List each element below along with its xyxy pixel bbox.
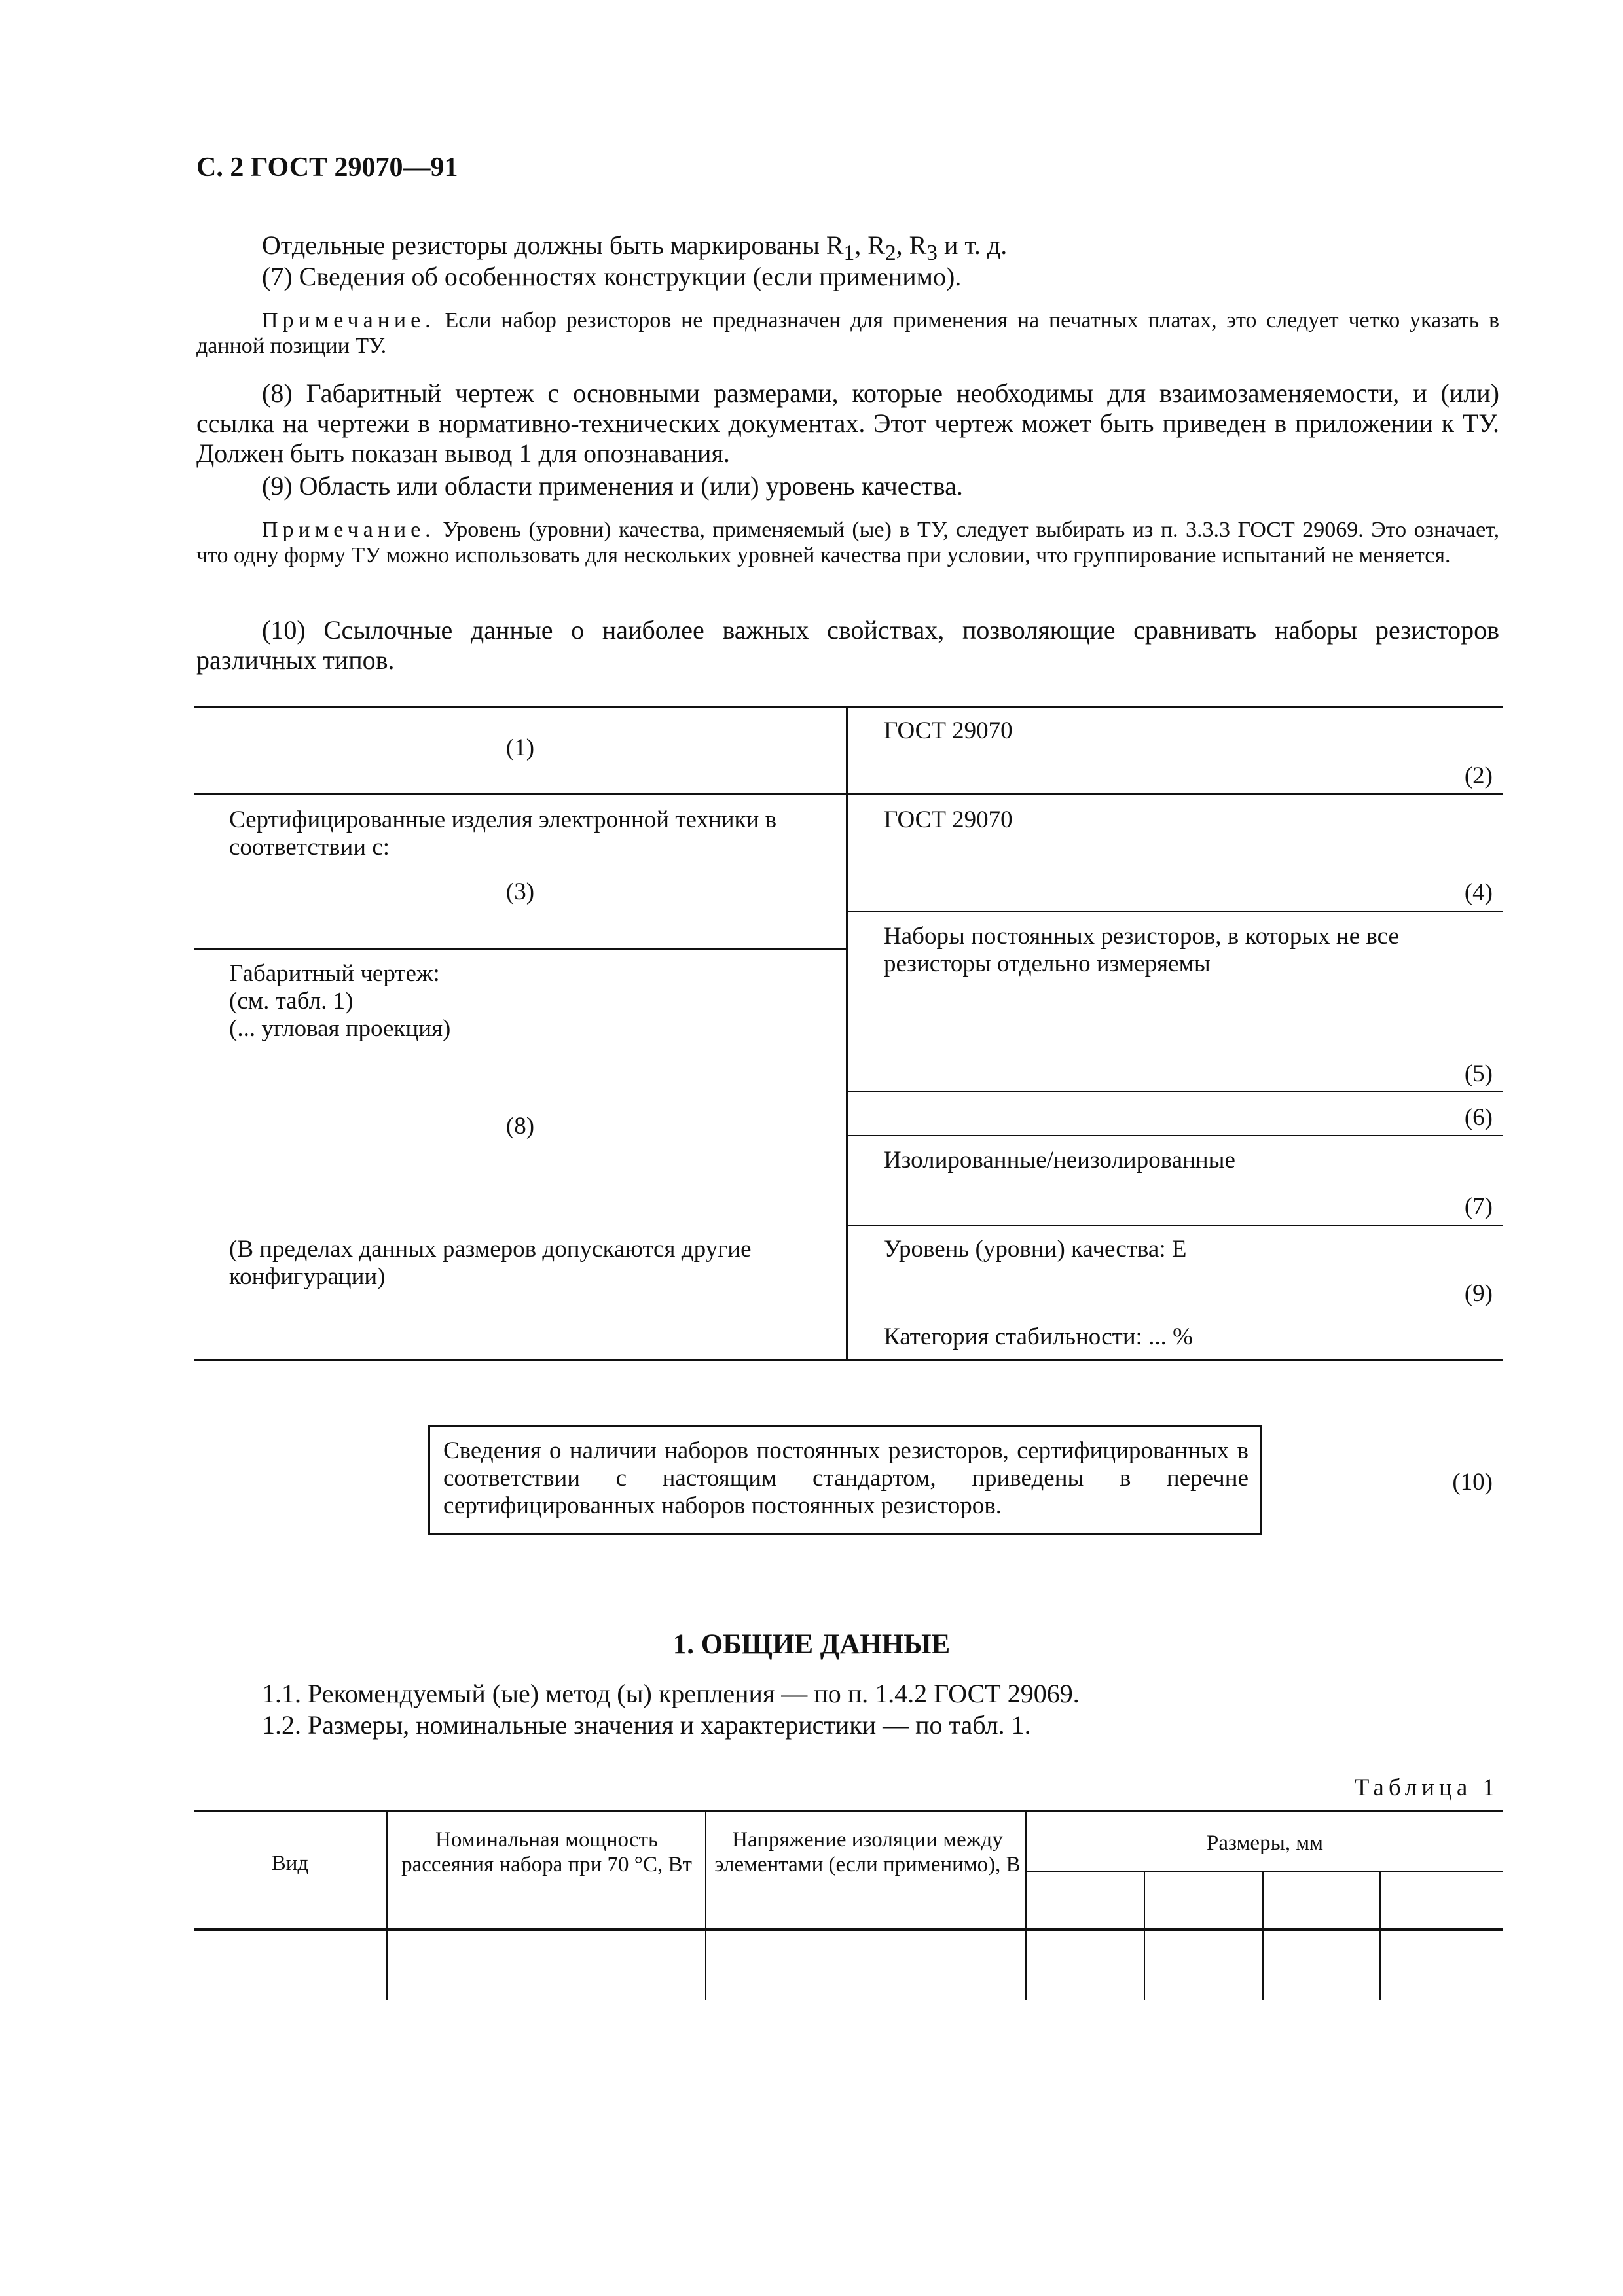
form-cert-label: Сертифицированные изделия электронной техники в соответствии с: [229,806,777,861]
note-1-text: Если набор резисторов не предназначен для применения на печатных платах, это следует четко указать в данной позиции ТУ. [196,308,1499,358]
form-config-note: (В пределах данных размеров допускаются другие конфигурации) [229,1236,752,1290]
subscript-3: 3 [926,241,938,265]
form-field-9: (9) [1464,1280,1493,1307]
note-1 [196,308,1499,359]
certification-text: Сведения о наличии наборов постоянных резисторов, сертифицированных в соответствии с настоящим стандартом, приведены в перечне сертифицированных наборов постоянных резисторов. [443,1437,1249,1519]
form-sets-description: Наборы постоянных резисторов, в которых не все резисторы отдельно измеряемы [884,923,1399,977]
form-bottom-rule [194,1359,1503,1361]
form-center-divider [846,706,848,1361]
table-header-dimensions: Размеры, мм [1206,1831,1324,1855]
form-left-rule-2 [194,948,847,950]
note-label: Примечание. [262,518,435,542]
form-drawing-ref: (см. табл. 1) [229,988,354,1014]
table-header-vid: Вид [271,1852,309,1875]
form-drawing-title: Габаритный чертеж: [229,960,440,987]
subscript-1: 1 [843,241,855,265]
form-field-5: (5) [1464,1060,1493,1087]
table-col-divider-5 [1262,1871,1264,2000]
page-header: С. 2 ГОСТ 29070—91 [196,152,458,183]
form-right-rule-1 [847,793,1503,795]
section-heading: 1. ОБЩИЕ ДАННЫЕ [672,1629,951,1660]
form-right-rule-2 [847,911,1503,912]
form-left-rule-1 [194,793,847,795]
form-field-1: (1) [505,734,535,761]
form-field-3: (3) [505,878,535,905]
form-drawing-projection: (... угловая проекция) [229,1015,451,1042]
table-col-divider-2 [705,1810,706,2000]
section-item-1-1: 1.1. Рекомендуемый (ые) метод (ы) крепления — по п. 1.4.2 ГОСТ 29069. [262,1679,1080,1708]
table-dims-subrule [1027,1871,1503,1872]
table-col-divider-1 [386,1810,388,2000]
paragraph-9: (9) Область или области применения и (или) уровень качества. [262,471,963,501]
paragraph-8: (8) Габаритный чертеж с основными размерами, которые необходимы для взаимозаменяемости, и (или) ссылка на чертежи в нормативно-технических документах. Этот чертеж может быть приведен в приложении к ТУ. Должен быть показан вывод 1 для опознавания. [196,378,1499,468]
paragraph-marking: Отдельные резисторы должны быть маркированы $R_1$, $R_2$, $R_3$ и т. д. [262,230,1008,265]
form-right-rule-4 [847,1135,1503,1136]
form-top-rule [194,706,1503,708]
table-top-rule [194,1810,1503,1812]
marking-end: и т. д. [937,230,1008,260]
form-quality-level: Уровень (уровни) качества: Е [884,1236,1187,1263]
section-item-1-2: 1.2. Размеры, номинальные значения и характеристики — по табл. 1. [262,1710,1031,1740]
table-col-divider-6 [1379,1871,1381,2000]
table-header-rule [194,1928,1503,1931]
certification-box [428,1425,1262,1535]
form-field-6: (6) [1464,1104,1493,1131]
form-field-4: (4) [1464,879,1493,906]
form-field-8: (8) [505,1113,535,1139]
form-stability-category: Категория стабильности: ... % [884,1323,1193,1350]
table-col-divider-4 [1144,1871,1145,2000]
form-right-rule-3 [847,1091,1503,1092]
subscript-2: 2 [884,241,896,265]
form-field-2: (2) [1464,762,1493,789]
paragraph-7: (7) Сведения об особенностях конструкции (если применимо). [262,262,962,291]
form-field-7: (7) [1464,1193,1493,1220]
form-isolation: Изолированные/неизолированные [884,1147,1235,1174]
table-caption: Таблица 1 [1354,1774,1499,1801]
table-header-voltage: Напряжение изоляции между элементами (если применимо), В [714,1828,1021,1876]
paragraph-10: (10) Ссылочные данные о наиболее важных свойствах, позволяющие сравнивать наборы резисторов различных типов. [196,615,1499,675]
form-gost-1: ГОСТ 29070 [884,717,1013,744]
form-right-rule-5 [847,1225,1503,1226]
marking-text: Отдельные резисторы должны быть маркированы R [262,230,844,260]
note-label: Примечание. [262,308,435,332]
note-2 [196,517,1499,568]
note-2-text: Уровень (уровни) качества, применяемый (ые) в ТУ, следует выбирать из п. 3.3.3 ГОСТ 29069. Это означает, что одну форму ТУ можно использовать для нескольких уровней качества при условии, что группирование испытаний не меняется. [196,518,1500,567]
form-gost-2: ГОСТ 29070 [884,806,1013,833]
table-header-power: Номинальная мощность рассеяния набора при 70 °С, Вт [401,1828,692,1876]
form-field-10: (10) [1452,1469,1493,1496]
